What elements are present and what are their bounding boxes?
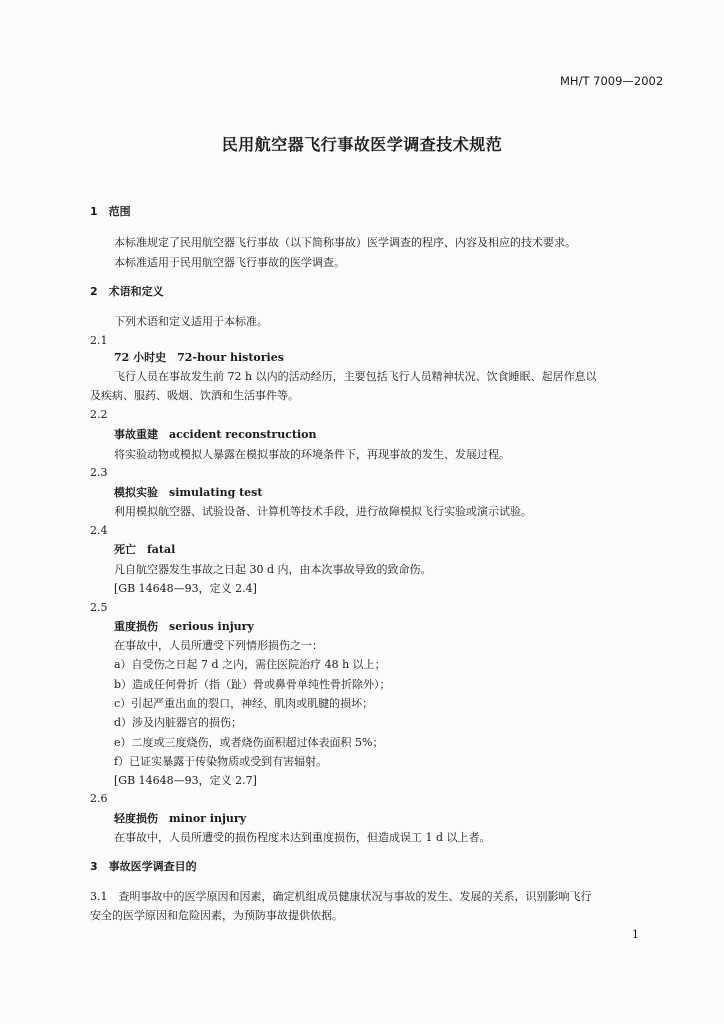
term-2-1-definition-line-1: 飞行人员在事故发生前 72 h 以内的活动经历，主要包括飞行人员精神状况、饮食睡眠、起居作息以 <box>114 370 597 383</box>
term-2-2-number: 2.2 <box>90 408 108 421</box>
term-2-5-item-e: e）二度或三度烧伤，或者烧伤面积超过体表面积 5%； <box>114 736 384 749</box>
section-3-heading: 3 事故医学调查目的 <box>90 860 197 873</box>
term-2-3-title: 模拟实验 simulating test <box>114 486 263 499</box>
term-2-4-reference: [GB 14648—93，定义 2.4] <box>114 582 257 595</box>
term-2-1-definition-line-2: 及疾病、服药、吸烟、饮酒和生活事件等。 <box>90 389 299 402</box>
term-2-5-item-f: f）已证实暴露于传染物质或受到有害辐射。 <box>114 755 328 768</box>
term-2-2-title: 事故重建 accident reconstruction <box>114 428 317 441</box>
term-2-4-number: 2.4 <box>90 524 108 537</box>
section-3-paragraph-line-2: 安全的医学原因和危险因素，为预防事故提供依据。 <box>90 909 343 922</box>
term-2-4-title: 死亡 fatal <box>114 543 176 556</box>
section-1-paragraph-2: 本标准适用于民用航空器飞行事故的医学调查。 <box>114 256 345 269</box>
term-2-2-definition: 将实验动物或模拟人暴露在模拟事故的环境条件下，再现事故的发生、发展过程。 <box>114 448 510 461</box>
term-2-6-title: 轻度损伤 minor injury <box>114 812 247 825</box>
term-2-5-item-a: a）自受伤之日起 7 d 之内，需住医院治疗 48 h 以上； <box>114 658 386 671</box>
term-2-5-item-c: c）引起严重出血的裂口，神经、肌肉或肌腱的损坏； <box>114 697 374 710</box>
page-number: 1 <box>632 928 639 941</box>
term-2-5-item-b: b）造成任何骨折（指（趾）骨或鼻骨单纯性骨折除外）； <box>114 678 391 691</box>
term-2-6-definition: 在事故中，人员所遭受的损伤程度未达到重度损伤，但造成误工 1 d 以上者。 <box>114 831 491 844</box>
term-2-5-number: 2.5 <box>90 601 108 614</box>
term-2-4-definition: 凡自航空器发生事故之日起 30 d 内，由本次事故导致的致命伤。 <box>114 563 432 576</box>
term-2-3-number: 2.3 <box>90 466 108 479</box>
term-2-5-title: 重度损伤 serious injury <box>114 620 254 633</box>
term-2-1-number: 2.1 <box>90 334 108 347</box>
term-2-3-definition: 利用模拟航空器、试验设备、计算机等技术手段，进行故障模拟飞行实验或演示试验。 <box>114 505 532 518</box>
term-2-6-number: 2.6 <box>90 792 108 805</box>
term-2-5-item-d: d）涉及内脏器官的损伤； <box>114 716 243 729</box>
term-2-1-title: 72 小时史 72-hour histories <box>114 351 284 364</box>
document-title: 民用航空器飞行事故医学调查技术规范 <box>221 135 503 154</box>
section-1-heading: 1 范围 <box>90 205 131 218</box>
term-2-5-definition: 在事故中，人员所遭受下列情形损伤之一： <box>114 639 323 652</box>
section-1-paragraph-1: 本标准规定了民用航空器飞行事故（以下简称事故）医学调查的程序、内容及相应的技术要求。 <box>114 236 576 249</box>
term-2-5-reference: [GB 14648—93，定义 2.7] <box>114 774 257 787</box>
section-3-paragraph-line-1: 3.1 查明事故中的医学原因和因素，确定机组成员健康状况与事故的发生、发展的关系，识别影响飞行 <box>90 890 592 903</box>
section-2-intro: 下列术语和定义适用于本标准。 <box>114 315 268 328</box>
standard-number: MH/T 7009—2002 <box>560 74 664 88</box>
section-2-heading: 2 术语和定义 <box>90 285 164 298</box>
